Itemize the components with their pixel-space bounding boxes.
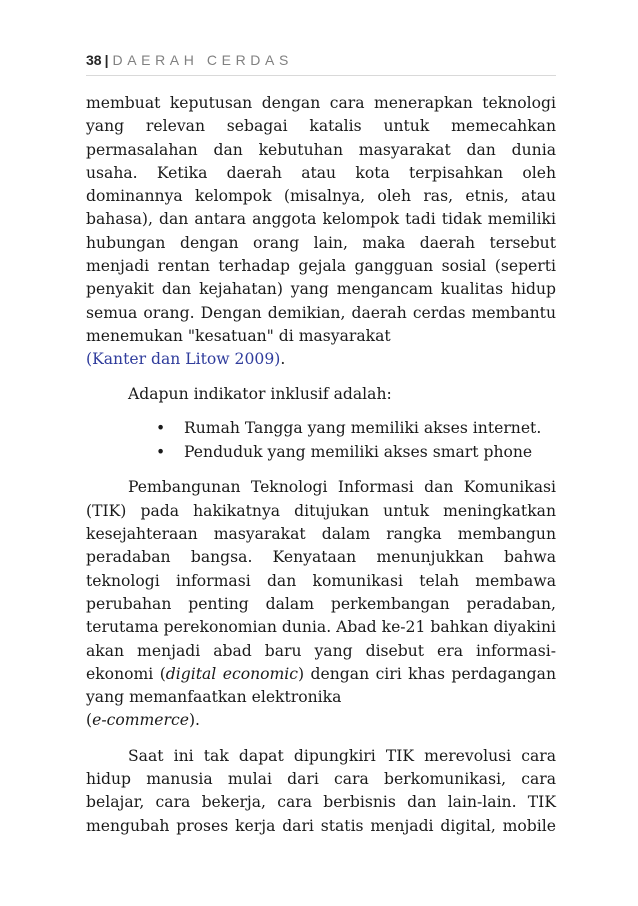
- spacer: [86, 733, 556, 745]
- paragraph-1-text: membuat keputusan dengan cara menerapkan teknologi yang relevan sebagai katalis untuk memecahkan permasalahan dan kebutuhan masyarakat dan dunia usaha. Ketika daerah atau kota terpisahkan oleh dominannya kelompok (misalnya, oleh ras, etnis, atau bahasa), dan antara anggota kelompok tadi tidak memiliki hubungan dengan orang lain, maka daerah tersebut menjadi rentan terhadap gejala gangguan sosial (seperti penyakit dan kejahatan) yang mengancam kualitas hidup semua orang. Dengan demikian, daerah cerdas membantu menemukan "kesatuan" di masyarakat: [86, 94, 556, 345]
- spacer: [86, 372, 556, 383]
- term-digital-economic: digital economic: [165, 664, 299, 683]
- paragraph-3-text-c: (: [86, 711, 93, 730]
- list-item: [86, 417, 556, 441]
- term-e-commerce: e-commerce: [92, 711, 189, 730]
- paragraph-1-end: .: [280, 350, 286, 369]
- header-divider: [86, 75, 556, 76]
- indicator-list: [86, 417, 556, 465]
- list-item-text: Rumah Tangga yang memiliki akses internet.: [184, 418, 542, 437]
- spacer: [86, 406, 556, 417]
- spacer: [86, 464, 556, 476]
- paragraph-3-text-b: ) dengan ciri khas perdagangan yang memanfaatkan elektronika: [86, 664, 556, 707]
- paragraph-3-text-a: Pembangunan Teknologi Informasi dan Komunikasi (TIK) pada hakikatnya ditujukan untuk meningkatkan kesejahteraan masyarakat dalam rangka membangun peradaban bangsa. Kenyataan menunjukkan bahwa teknologi informasi dan komunikasi telah membawa perubahan penting dalam perkembangan peradaban, terutama perekonomian dunia. Abad ke-21 bahkan diyakini akan menjadi abad baru yang disebut era informasi-ekonomi (: [86, 478, 556, 683]
- bullet-icon: •: [156, 442, 166, 461]
- paragraph-4: Saat ini tak dapat dipungkiri TIK merevolusi cara hidup manusia mulai dari cara berkomunikasi, cara belajar, cara bekerja, cara berbisnis dan lain-lain. TIK mengubah proses kerja dari statis menjadi digital, mobile: [86, 746, 556, 835]
- paragraph-2: Adapun indikator inklusif adalah:: [128, 384, 392, 403]
- paragraph-3: [86, 476, 556, 732]
- list-item-text: Penduduk yang memiliki akses smart phone: [184, 442, 533, 461]
- bullet-icon: •: [156, 418, 166, 437]
- page-number: 38: [86, 52, 102, 68]
- book-title: DAERAH CERDAS: [112, 52, 293, 68]
- paragraph-3-text-d: ).: [188, 711, 200, 730]
- header-separator: |: [104, 52, 109, 68]
- citation-link[interactable]: (Kanter dan Litow 2009): [86, 350, 281, 369]
- paragraph-1: [86, 92, 556, 372]
- list-item: [86, 441, 556, 465]
- running-header: [86, 52, 293, 68]
- page-body: [86, 92, 556, 838]
